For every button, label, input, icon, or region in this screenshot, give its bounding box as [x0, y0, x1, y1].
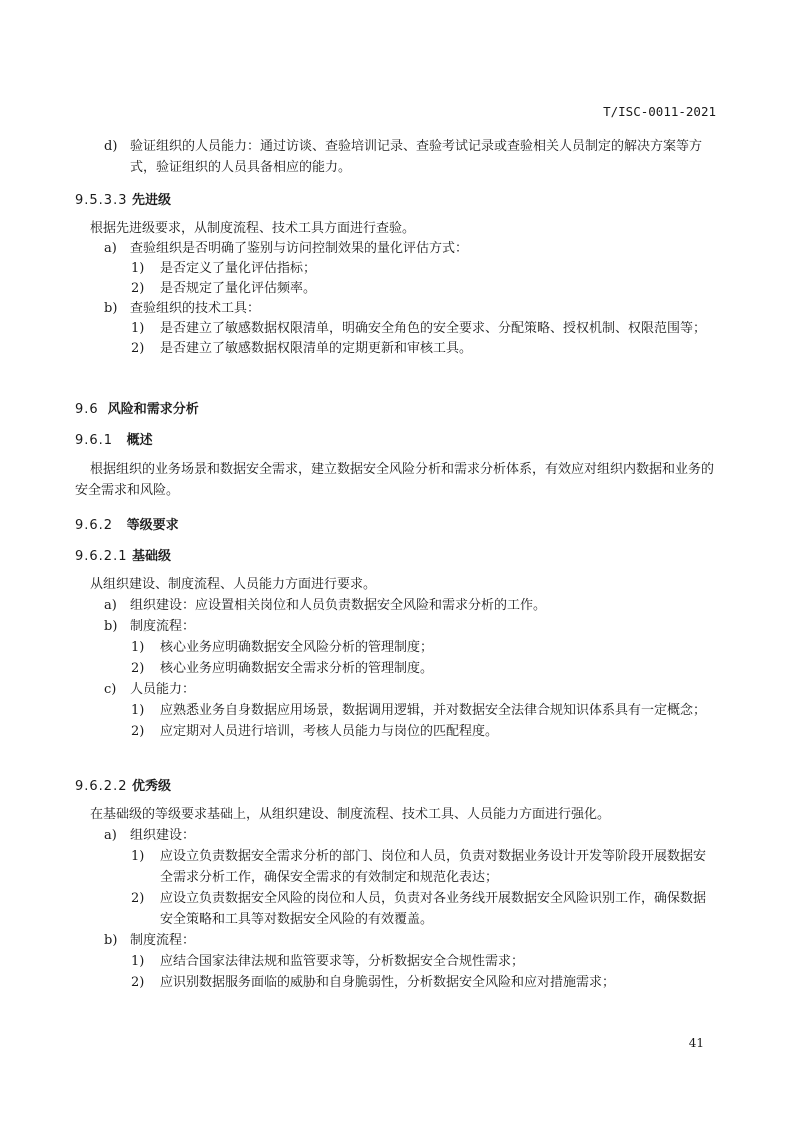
section-number: 9.6.1: [75, 433, 114, 448]
section-title: 先进级: [132, 193, 172, 208]
section-heading-9-6-2-1: [75, 545, 171, 564]
item-text: 应设立负责数据安全需求分析的部门、岗位和人员，负责对数据业务设计开发等阶段开展数据安全需求分析工作，确保安全需求的有效制定和规范化表达；: [160, 849, 707, 885]
section-heading-9-5-3-3: [75, 189, 171, 208]
item-label: 1): [131, 703, 145, 718]
item-text: 应定期对人员进行培训，考核人员能力与岗位的匹配程度。: [160, 724, 499, 739]
section-heading-9-6: [75, 398, 199, 417]
page-number: 41: [688, 1036, 704, 1050]
paragraph: 根据先进级要求，从制度流程、技术工具方面进行查验。: [90, 221, 416, 236]
item-label: 2): [131, 281, 145, 296]
item-text: 组织建设：: [130, 828, 196, 843]
item-text: 应结合国家法律法规和监管要求等，分析数据安全合规性需求；: [160, 954, 525, 969]
section-body-9-5-3-3: [0, 219, 794, 359]
item-label: 1): [131, 321, 145, 336]
item-text: 是否规定了量化评估频率。: [160, 281, 317, 296]
item-label: 1): [131, 261, 145, 276]
section-number: 9.6.2.2: [75, 779, 128, 794]
item-label: a): [104, 828, 117, 843]
item-label: a): [104, 241, 117, 256]
item-label: b): [104, 301, 118, 316]
section-body-9-6-1: [0, 459, 794, 501]
section-number: 9.5.3.3: [75, 193, 128, 208]
item-label: 2): [131, 975, 145, 990]
section-title: 优秀级: [132, 779, 172, 794]
item-label: c): [104, 682, 117, 697]
item-text: 是否建立了敏感数据权限清单，明确安全角色的安全要求、分配策略、授权机制、权限范围等；: [160, 321, 707, 336]
paragraph: 根据组织的业务场景和数据安全需求，建立数据安全风险分析和需求分析体系，有效应对组织内数据和业务的安全需求和风险。: [75, 462, 715, 498]
item-text: 是否建立了敏感数据权限清单的定期更新和审核工具。: [160, 341, 473, 356]
item-label: 2): [131, 341, 145, 356]
item-text: 制度流程：: [130, 933, 196, 948]
item-label: b): [104, 933, 118, 948]
item-label: a): [104, 598, 117, 613]
section-heading-9-6-1: [75, 429, 153, 448]
item-label: 1): [131, 849, 145, 864]
item-text: 应设立负责数据安全风险的岗位和人员，负责对各业务线开展数据安全风险识别工作，确保数据安全策略和工具等对数据安全风险的有效覆盖。: [160, 891, 707, 927]
section-title: 概述: [126, 433, 153, 448]
item-label: d): [104, 139, 118, 154]
item-text: 验证组织的人员能力：通过访谈、查验培训记录、查验考试记录或查验相关人员制定的解决方案等方式，验证组织的人员具备相应的能力。: [130, 139, 703, 175]
item-label: 2): [131, 661, 145, 676]
item-text: 制度流程：: [130, 619, 196, 634]
item-text: 是否定义了量化评估指标；: [160, 261, 317, 276]
section-body-9-6-2-2: [0, 804, 794, 993]
item-text: 组织建设：应设置相关岗位和人员负责数据安全风险和需求分析的工作。: [130, 598, 547, 613]
section-heading-9-6-2: [75, 514, 179, 533]
section-number: 9.6.2.1: [75, 549, 128, 564]
item-text: 查验组织的技术工具：: [130, 301, 261, 316]
item-label: 1): [131, 640, 145, 655]
list-item-d: [0, 136, 794, 178]
item-text: 核心业务应明确数据安全需求分析的管理制度。: [160, 661, 434, 676]
item-text: 查验组织是否明确了鉴别与访问控制效果的量化评估方式：: [130, 241, 469, 256]
section-number: 9.6.2: [75, 518, 114, 533]
section-title: 风险和需求分析: [107, 402, 199, 417]
document-id: T/ISC-0011-2021: [603, 104, 716, 119]
item-text: 人员能力：: [130, 682, 196, 697]
section-heading-9-6-2-2: [75, 775, 171, 794]
section-title: 基础级: [132, 549, 172, 564]
item-text: 核心业务应明确数据安全风险分析的管理制度；: [160, 640, 434, 655]
item-label: 2): [131, 891, 145, 906]
paragraph: 在基础级的等级要求基础上，从组织建设、制度流程、技术工具、人员能力方面进行强化。: [90, 807, 611, 822]
section-title: 等级要求: [126, 518, 179, 533]
section-number: 9.6: [75, 402, 99, 417]
item-text: 应识别数据服务面临的威胁和自身脆弱性，分析数据安全风险和应对措施需求；: [160, 975, 616, 990]
item-label: 2): [131, 724, 145, 739]
item-text: 应熟悉业务自身数据应用场景，数据调用逻辑，并对数据安全法律合规知识体系具有一定概念；: [160, 703, 707, 718]
item-label: b): [104, 619, 118, 634]
item-label: 1): [131, 954, 145, 969]
paragraph: 从组织建设、制度流程、人员能力方面进行要求。: [90, 577, 377, 592]
section-body-9-6-2-1: [0, 574, 794, 742]
